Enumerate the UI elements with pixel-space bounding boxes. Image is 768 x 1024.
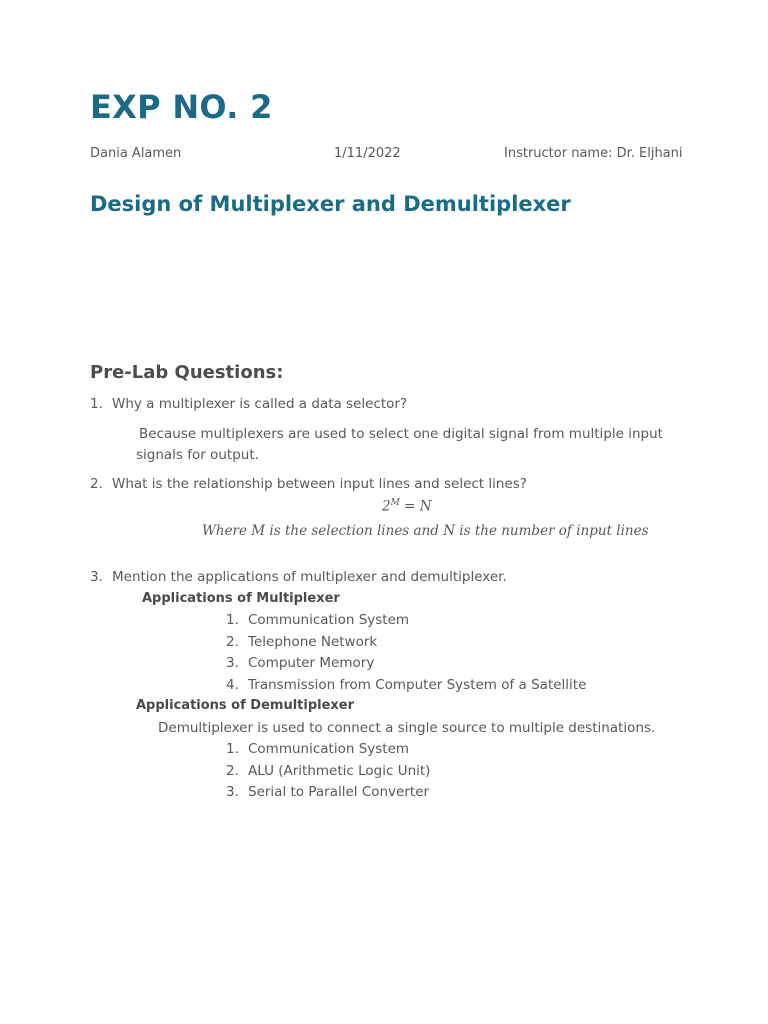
prelab-heading: Pre-Lab Questions:	[90, 362, 284, 383]
list-item-text: Communication System	[248, 612, 410, 628]
formula	[382, 498, 432, 515]
list-item-number: 2.	[226, 763, 239, 779]
list-item	[226, 763, 430, 779]
list-item	[226, 634, 377, 650]
list-item	[226, 741, 409, 757]
list-item-text: ALU (Arithmetic Logic Unit)	[248, 763, 431, 779]
list-item	[226, 655, 374, 671]
document-title: EXP NO. 2	[90, 88, 273, 126]
mux-applications-heading: Applications of Multiplexer	[142, 591, 340, 606]
list-item	[226, 784, 429, 800]
question-1	[90, 396, 407, 412]
list-item-number: 3.	[226, 784, 239, 800]
formula-rest: = N	[399, 498, 432, 515]
list-item-text: Communication System	[248, 741, 410, 757]
question-1-number: 1.	[90, 396, 103, 412]
list-item	[226, 677, 586, 693]
question-1-text: Why a multiplexer is called a data selector?	[112, 396, 408, 412]
demux-applications-heading: Applications of Demultiplexer	[136, 698, 355, 713]
question-3	[90, 569, 507, 585]
question-2-number: 2.	[90, 476, 103, 492]
question-2	[90, 476, 527, 492]
question-2-text: What is the relationship between input lines and select lines?	[112, 476, 527, 492]
question-1-answer: Because multiplexers are used to select one digital signal from multiple input signals for output.	[136, 426, 663, 463]
list-item-text: Transmission from Computer System of a Satellite	[248, 677, 587, 693]
formula-exponent: M	[390, 498, 400, 508]
question-3-number: 3.	[90, 569, 103, 585]
list-item-text: Computer Memory	[248, 655, 375, 671]
list-item-number: 1.	[226, 612, 239, 628]
document-subtitle: Design of Multiplexer and Demultiplexer	[90, 192, 571, 216]
list-item-number: 2.	[226, 634, 239, 650]
formula-base: 2	[382, 498, 391, 515]
list-item-text: Serial to Parallel Converter	[248, 784, 430, 800]
demux-description: Demultiplexer is used to connect a single source to multiple destinations.	[158, 720, 656, 736]
list-item-number: 1.	[226, 741, 239, 757]
instructor-name: Instructor name: Dr. Eljhani	[504, 146, 683, 161]
list-item-number: 3.	[226, 655, 239, 671]
document-date: 1/11/2022	[334, 146, 401, 161]
list-item-number: 4.	[226, 677, 239, 693]
formula-note: Where M is the selection lines and N is the number of input lines	[202, 523, 649, 539]
list-item-text: Telephone Network	[248, 634, 378, 650]
list-item	[226, 612, 409, 628]
author-name: Dania Alamen	[90, 146, 182, 161]
question-3-text: Mention the applications of multiplexer and demultiplexer.	[112, 569, 507, 585]
